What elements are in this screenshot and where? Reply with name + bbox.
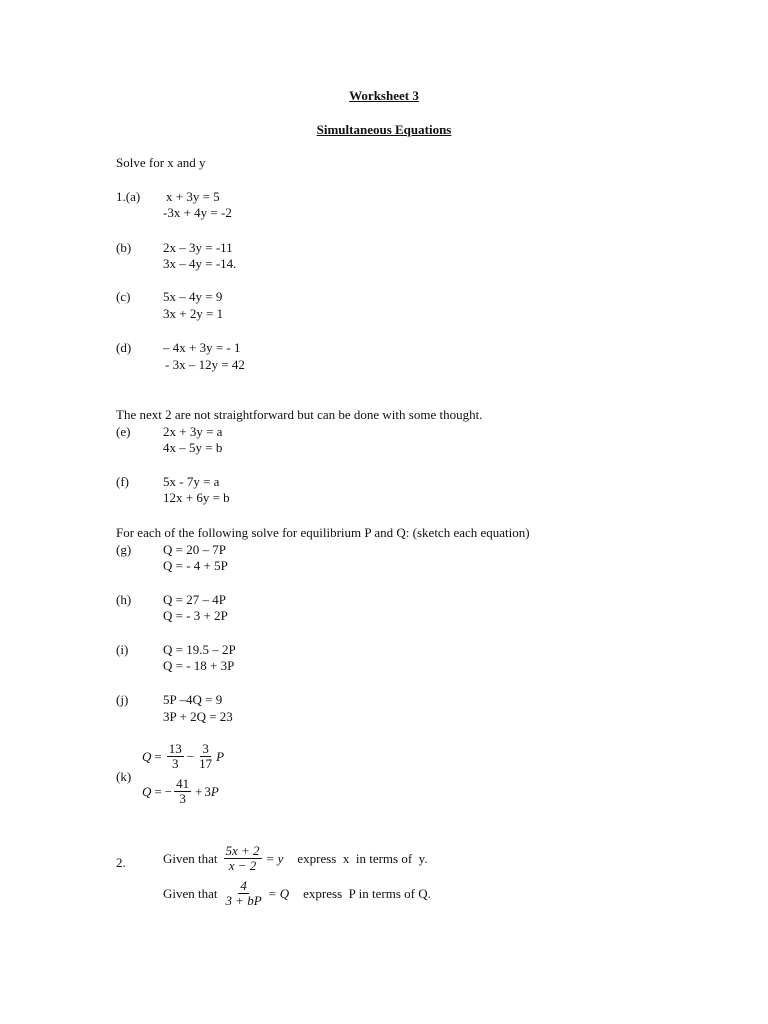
q2-line-1-denominator: x − 2 [228, 858, 257, 873]
k2-plus: + [195, 783, 203, 799]
k2-negative-sign: − [164, 783, 173, 799]
label-1g: (g) [116, 542, 132, 557]
label-1k: (k) [116, 769, 132, 784]
equation-1b-2: 3x – 4y = -14. [163, 256, 237, 271]
instruction: Solve for x and y [116, 155, 206, 170]
equation-1e-2: 4x – 5y = b [163, 440, 223, 455]
q2-line-2-prefix: Given that [163, 885, 218, 901]
note-text: The next 2 are not straightforward but can be done with some thought. [116, 407, 483, 422]
equation-1d-1: – 4x + 3y = - 1 [163, 340, 241, 355]
equilibrium-intro: For each of the following solve for equilibrium P and Q: (sketch each equation) [116, 525, 530, 540]
equation-1c-2: 3x + 2y = 1 [163, 306, 224, 321]
equation-1c-1: 5x – 4y = 9 [163, 289, 223, 304]
equation-1b-1: 2x – 3y = -11 [163, 240, 233, 255]
equation-1i-1: Q = 19.5 – 2P [163, 642, 236, 657]
k2-equals: = [154, 783, 162, 799]
q2-line-2-numerator: 4 [240, 878, 247, 893]
equation-1i-2: Q = - 18 + 3P [163, 658, 235, 673]
label-1a: 1.(a) [116, 189, 141, 204]
k1-fraction-2-denominator: 17 [199, 756, 213, 771]
label-1d: (d) [116, 340, 132, 355]
label-q2: 2. [116, 855, 126, 870]
equation-1g-2: Q = - 4 + 5P [163, 558, 228, 573]
k1-fraction-1 [167, 742, 184, 771]
k2-fraction [174, 777, 191, 806]
equation-1k-1 [142, 742, 224, 771]
q2-line-1-numerator: 5x + 2 [225, 843, 260, 858]
worksheet-subtitle: Simultaneous Equations [316, 122, 452, 137]
equation-1a-2: -3x + 4y = -2 [163, 205, 232, 220]
q2-line-1-fraction [224, 844, 262, 873]
equation-1f-2: 12x + 6y = b [163, 490, 230, 505]
equation-1j-1: 5P –4Q = 9 [163, 692, 223, 707]
k1-fraction-2 [197, 742, 214, 771]
k2-fraction-denominator: 3 [179, 791, 186, 806]
k1-variable: P [216, 748, 225, 764]
q2-line-2-suffix: express P in terms of Q. [303, 885, 431, 901]
k1-equals: = [154, 748, 162, 764]
label-1c: (c) [116, 289, 131, 304]
q2-line-1-prefix: Given that [163, 850, 218, 866]
equation-1g-1: Q = 20 – 7P [163, 542, 226, 557]
k2-coefficient: 3 [204, 783, 211, 799]
q2-line-2-rhs: = Q [267, 885, 290, 901]
equation-1f-1: 5x - 7y = a [163, 474, 220, 489]
equation-1h-1: Q = 27 – 4P [163, 592, 226, 607]
equation-1e-1: 2x + 3y = a [163, 424, 223, 439]
k1-fraction-1-numerator: 13 [168, 741, 182, 756]
k1-fraction-2-numerator: 3 [202, 741, 209, 756]
label-1b: (b) [116, 240, 132, 255]
k2-variable: P [210, 783, 219, 799]
k1-minus: − [186, 748, 195, 764]
q2-line-1-suffix: express x in terms of y. [297, 850, 428, 866]
q2-line-1-rhs: = y [265, 850, 284, 866]
label-1f: (f) [116, 474, 129, 489]
q2-line-2-denominator: 3 + bP [225, 893, 262, 908]
label-1i: (i) [116, 642, 129, 657]
k2-lhs: Q [142, 783, 152, 799]
k1-lhs: Q [142, 748, 152, 764]
equation-1j-2: 3P + 2Q = 23 [163, 709, 233, 724]
q2-line-2 [163, 879, 431, 908]
k2-fraction-numerator: 41 [176, 776, 190, 791]
q2-line-1 [163, 844, 428, 873]
label-1e: (e) [116, 424, 131, 439]
q2-line-2-fraction [224, 879, 264, 908]
equation-1d-2: - 3x – 12y = 42 [165, 357, 245, 372]
k1-fraction-1-denominator: 3 [171, 756, 179, 771]
equation-1a-1: x + 3y = 5 [166, 189, 220, 204]
worksheet-title: Worksheet 3 [349, 88, 419, 103]
label-1j: (j) [116, 692, 129, 707]
equation-1h-2: Q = - 3 + 2P [163, 608, 228, 623]
equation-1k-2 [142, 777, 219, 806]
label-1h: (h) [116, 592, 132, 607]
